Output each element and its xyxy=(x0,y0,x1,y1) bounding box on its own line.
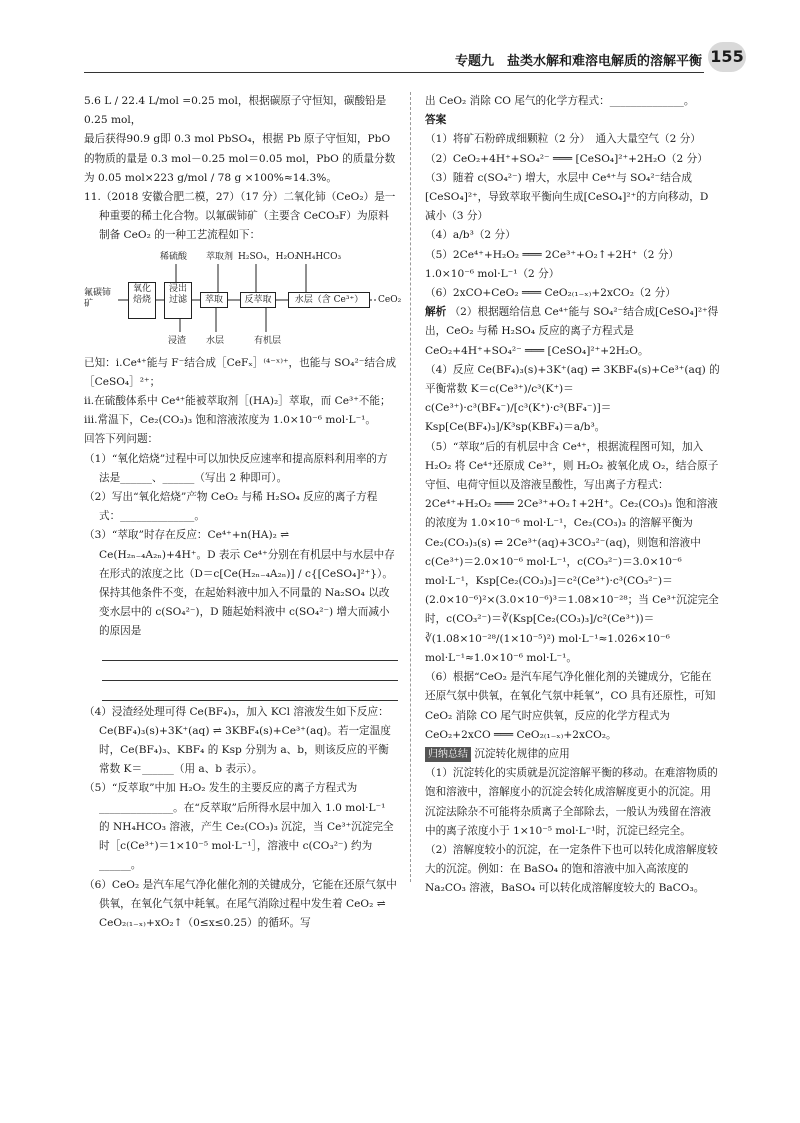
residue-label: 浸渣 xyxy=(168,335,187,346)
answer-tag: 答案 xyxy=(425,114,447,127)
reagent-extractant: 萃取剂 xyxy=(206,251,234,262)
calc-line-3: 的物质的量是 0.3 mol－0.25 mol＝0.05 mol，PbO 的质量分数 xyxy=(84,152,396,165)
explanation-2: （2）根据题给信息 Ce⁴⁺能与 SO₄²⁻结合成[CeSO₄]²⁺得出，CeO₂ 与稀 H₂SO₄ 反应的离子方程式是 CeO₂+4H⁺+SO₄²⁻ ═══ [CeSO₄]²⁺+2H₂O。 xyxy=(425,306,719,357)
question-11-stem: 11.（2018 安徽合肥二模，27）（17 分）二氧化铈（CeO₂）是一种重要的稀土化合物。以氟碳铈矿（主要含 CeCO₃F）为原料制备 CeO₂ 的一种工艺流程如下： xyxy=(84,191,396,242)
sub-question-2: （2）写出“氧化焙烧”产物 CeO₂ 与稀 H₂SO₄ 反应的离子方程式：______________。 xyxy=(84,491,378,523)
answer-1: （1）将矿石粉碎成细颗粒（2 分） 通入大量空气（2 分） xyxy=(425,133,701,146)
page-number-badge: 155 xyxy=(708,42,746,72)
step-back-extraction: 反萃取 xyxy=(240,292,276,308)
sub-question-6: （6）CeO₂ 是汽车尾气净化催化剂的关键成分，它能在还原气氛中供氧，在氧化气氛中耗氧。在尾气消除过程中发生着 CeO₂ ⇌ CeO₂₍₁₋ₓ₎+xO₂↑（0≤x≤0.25）的循环。写 xyxy=(84,878,397,929)
known-info-3: ⅲ.常温下，Ce₂(CO₃)₃ 饱和溶液浓度为 1.0×10⁻⁶ mol·L⁻¹。 xyxy=(84,414,377,427)
answer-prompt: 回答下列问题： xyxy=(84,433,159,446)
sub-question-4: （4）浸渣经处理可得 Ce(BF₄)₃，加入 KCl 溶液发生如下反应：Ce(BF₄)₃(s)+3K⁺(aq) ⇌ 3KBF₄(s)+Ce³⁺(aq)。若一定温度时，Ce(BF₄)₃、KBF₄ 的 Ksp 分别为 a、b，则该反应的平衡常数 K＝______（用 a、b 表示）。 xyxy=(84,705,391,776)
explanation-6: （6）根据“CeO₂ 是汽车尾气净化催化剂的关键成分，它能在还原气氛中供氧，在氧化气氛中耗氧”，CO 具有还原性，可知 CeO₂ 消除 CO 尾气时应供氧，反应的化学方程式为 CeO₂+2xCO ═══ CeO₂₍₁₋ₓ₎+2xCO₂。 xyxy=(425,671,716,741)
answer-2: （2）CeO₂+4H⁺+SO₄²⁻ ═══ [CeSO₄]²⁺+2H₂O（2 分） xyxy=(425,152,708,165)
calc-line-2: 最后获得90.9 g即 0.3 mol PbSO₄，根据 Pb 原子守恒知，PbO xyxy=(84,133,391,146)
explanation-tag: 解析 xyxy=(425,306,447,319)
reagent-nh4hco3: NH₄HCO₃ xyxy=(296,251,342,262)
explanation-4: （4）反应 Ce(BF₄)₃(s)+3K⁺(aq) ⇌ 3KBF₄(s)+Ce³⁺(aq) 的平衡常数 K＝c(Ce³⁺)/c³(K⁺)＝c(Ce³⁺)·c³(BF₄⁻)/[c³(K⁺)·c³(BF₄⁻)]＝Ksp[Ce(BF₄)₃]/K³sp(KBF₄)＝a/b³。 xyxy=(425,363,720,434)
answer-4: （4）a/b³（2 分） xyxy=(425,229,516,242)
left-column xyxy=(84,92,402,933)
answer-blank-line xyxy=(102,683,398,701)
right-column xyxy=(425,92,721,899)
reagent-dilute-sulfuric-acid: 稀硫酸 xyxy=(160,251,188,262)
process-flow-diagram xyxy=(84,248,402,352)
reagent-h2so4-h2o2: H₂SO₄，H₂O₂ xyxy=(238,251,299,262)
header-rule xyxy=(84,72,704,73)
answer-5: （5）2Ce⁴⁺+H₂O₂ ═══ 2Ce³⁺+O₂↑+2H⁺（2 分） xyxy=(425,248,680,261)
product-ceo2: CeO₂ xyxy=(378,294,402,305)
step-aqueous-layer: 水层（含 Ce³⁺） xyxy=(288,292,370,308)
answer-6: （6）2xCO+CeO₂ ═══ CeO₂₍₁₋ₓ₎+2xCO₂（2 分） xyxy=(425,287,676,300)
step-leaching-filtration: 浸出过滤 xyxy=(164,282,192,319)
answer-3: （3）随着 c(SO₄²⁻) 增大，水层中 Ce⁴⁺与 SO₄²⁻结合成[CeSO₄]²⁺，导致萃取平衡向生成[CeSO₄]²⁺的方向移动，D 减小（3 分） xyxy=(425,171,709,223)
column-divider xyxy=(410,92,411,882)
sub-question-5: （5）“反萃取”中加 H₂O₂ 发生的主要反应的离子方程式为______________。在“反萃取”后所得水层中加入 1.0 mol·L⁻¹ 的 NH₄HCO₃ 溶液，产生 Ce₂(CO₃)₃ 沉淀，当 Ce³⁺沉淀完全时［c(Ce³⁺)＝1×10⁻⁵ mol·L⁻¹］，溶液中 c(CO₃²⁻) 约为______。 xyxy=(84,782,394,872)
aqueous-layer-label: 水层 xyxy=(206,335,225,346)
answer-blank-line xyxy=(102,663,398,681)
summary-point-1: （1）沉淀转化的实质就是沉淀溶解平衡的移动。在难溶物质的饱和溶液中，溶解度小的沉淀会转化成溶解度更小的沉淀。用沉淀法除杂不可能将杂质离子全部除去，一般认为残留在溶液中的离子浓度小于 1×10⁻⁵ mol·L⁻¹时，沉淀已经完全。 xyxy=(425,767,718,837)
known-info-2: ⅱ.在硫酸体系中 Ce⁴⁺能被萃取剂［(HA)₂］萃取，而 Ce³⁺不能； xyxy=(84,395,391,408)
sub-question-6-cont: 出 CeO₂ 消除 CO 尾气的化学方程式：______________。 xyxy=(425,95,695,107)
explanation-5: （5）“萃取”后的有机层中含 Ce⁴⁺，根据流程图可知，加入 H₂O₂ 将 Ce⁴⁺还原成 Ce³⁺，则 H₂O₂ 被氧化成 O₂，结合原子守恒、电荷守恒以及溶液呈酸性，写出离子方程式：2Ce⁴⁺+H₂O₂ ═══ 2Ce³⁺+O₂↑+2H⁺。Ce₂(CO₃)₃ 饱和溶液的浓度为 1.0×10⁻⁶ mol·L⁻¹，Ce₂(CO₃)₃ 的溶解平衡为 Ce₂(CO₃)₃(s) ⇌ 2Ce³⁺(aq)+3CO₃²⁻(aq)，则饱和溶液中 c(Ce³⁺)＝2.0×10⁻⁶ mol·L⁻¹，c(CO₃²⁻)＝3.0×10⁻⁶ mol·L⁻¹，Ksp[Ce₂(CO₃)₃]＝c²(Ce³⁺)·c³(CO₃²⁻)＝(2.0×10⁻⁶)²×(3.0×10⁻⁶)³＝1.08×10⁻²⁸；当 Ce³⁺沉淀完全时，c(CO₃²⁻)＝∛(Ksp[Ce₂(CO₃)₃]/c²(Ce³⁺))＝∛(1.08×10⁻²⁸/(1×10⁻⁵)²) mol·L⁻¹≈1.026×10⁻⁶ mol·L⁻¹≈1.0×10⁻⁶ mol·L⁻¹。 xyxy=(425,440,719,664)
summary-tag: 归纳总结 xyxy=(425,747,471,762)
calc-line-1: 5.6 L / 22.4 L/mol =0.25 mol，根据碳原子守恒知，碳酸铅是0.25 mol， xyxy=(84,95,387,127)
summary-title: 沉淀转化规律的应用 xyxy=(474,747,570,760)
sub-question-1: （1）“氧化焙烧”过程中可以加快反应速率和提高原料利用率的方法是______、______（写出 2 种即可）。 xyxy=(84,452,388,484)
known-info-1: 已知：ⅰ.Ce⁴⁺能与 F⁻结合成［CeFₓ］⁽⁴⁻ˣ⁾⁺，也能与 SO₄²⁻结合成［CeSO₄］²⁺； xyxy=(84,356,397,388)
page-header xyxy=(0,38,800,84)
calc-line-4: 为 0.05 mol×223 g/mol / 78 g ×100%≈14.3%。 xyxy=(84,171,337,184)
step-oxidation-roasting: 氧化焙烧 xyxy=(128,282,156,319)
raw-material-label: 氟碳铈矿 xyxy=(84,287,112,309)
chapter-title: 专题九 盐类水解和难溶电解质的溶解平衡 xyxy=(454,54,702,69)
organic-layer-label: 有机层 xyxy=(254,335,282,346)
summary-point-2: （2）溶解度较小的沉淀，在一定条件下也可以转化成溶解度较大的沉淀。例如：在 BaSO₄ 的饱和溶液中加入高浓度的 Na₂CO₃ 溶液，BaSO₄ 可以转化成溶解度较大的 BaCO₃。 xyxy=(425,843,718,895)
answer-blank-line xyxy=(102,643,398,661)
step-extraction: 萃取 xyxy=(200,292,228,308)
sub-question-3: （3）“萃取”时存在反应：Ce⁴⁺+n(HA)₂ ⇌ Ce(H₂ₙ₋₄A₂ₙ)+4H⁺。D 表示 Ce⁴⁺分别在有机层中与水层中存在形式的浓度之比（D＝c[Ce(H₂ₙ₋₄A₂ₙ)] / c{[CeSO₄]²⁺}）。保持其他条件不变，在起始料液中加入不同量的 Na₂SO₄ 以改变水层中的 c(SO₄²⁻)，D 随起始料液中 c(SO₄²⁻) 增大而减小的原因是 xyxy=(84,529,395,638)
answer-5b: 1.0×10⁻⁶ mol·L⁻¹（2 分） xyxy=(425,267,560,280)
